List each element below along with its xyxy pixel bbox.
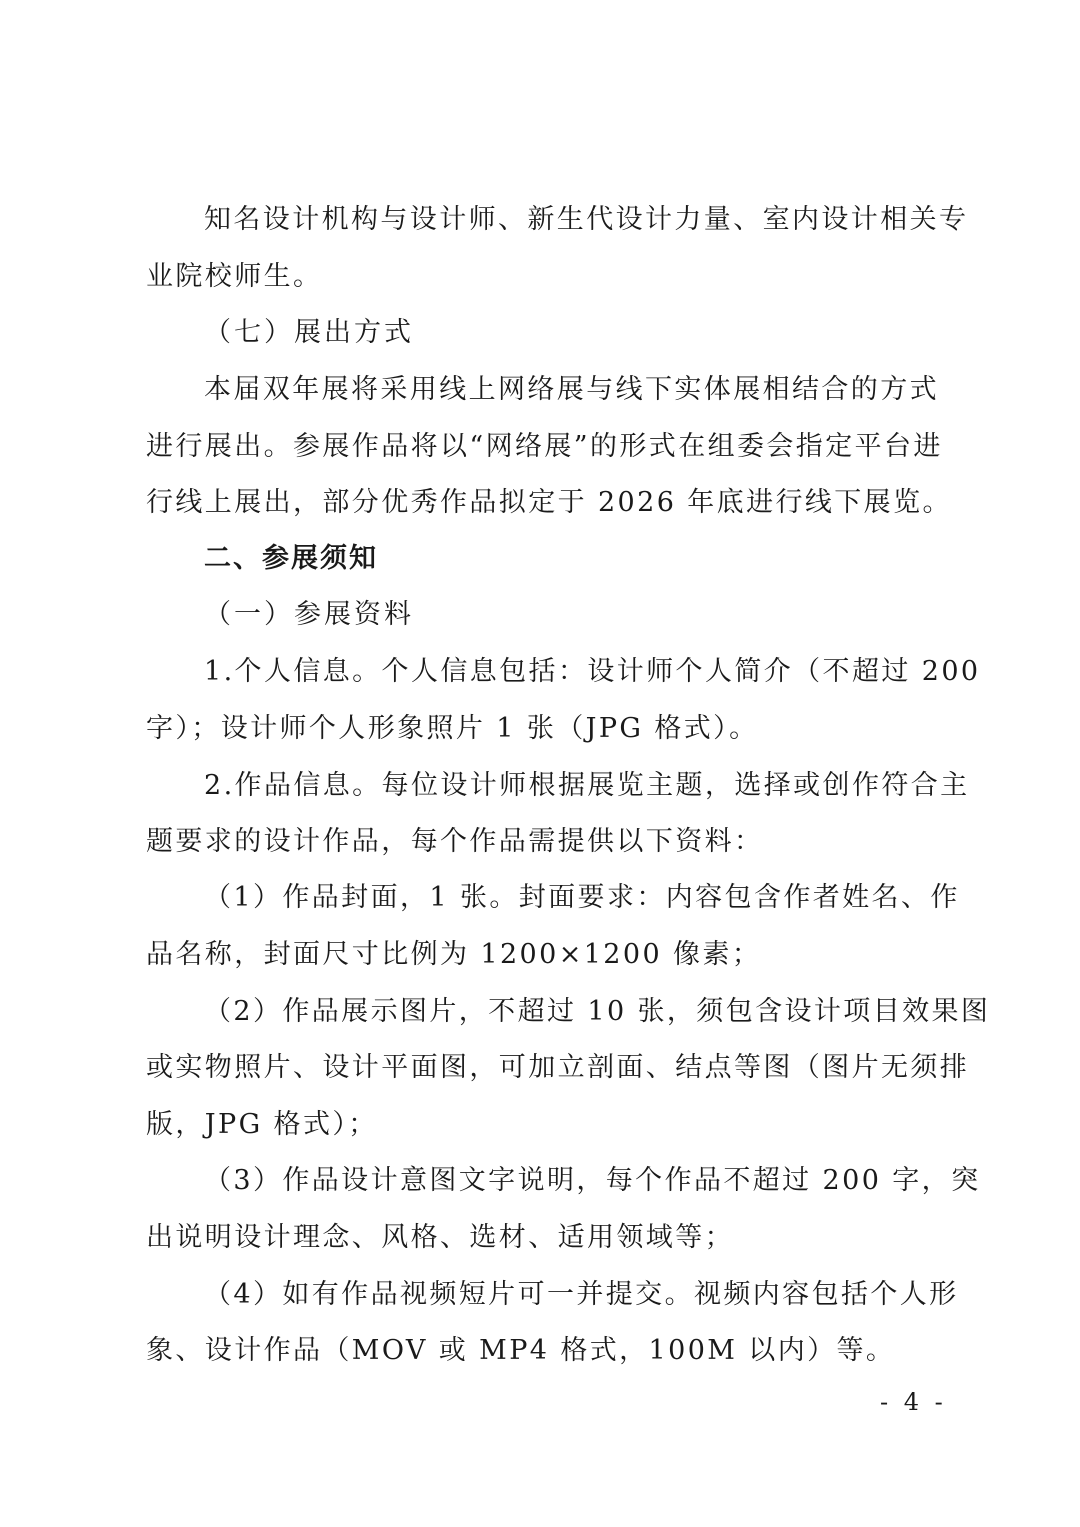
list-item-line: 出说明设计理念、风格、选材、适用领域等； bbox=[146, 1222, 734, 1253]
list-item-line: 品名称，封面尺寸比例为 1200×1200 像素； bbox=[146, 939, 762, 970]
list-item-line: （2）作品展示图片，不超过 10 张，须包含设计项目效果图 bbox=[204, 996, 991, 1027]
list-item-line: 象、设计作品（MOV 或 MP4 格式，100M 以内）等。 bbox=[146, 1335, 896, 1366]
paragraph-line: 知名设计机构与设计师、新生代设计力量、室内设计相关专 bbox=[204, 204, 969, 235]
list-item-line: 版，JPG 格式）； bbox=[146, 1109, 378, 1140]
paragraph-line: 题要求的设计作品，每个作品需提供以下资料： bbox=[146, 826, 764, 857]
list-item-line: （3）作品设计意图文字说明，每个作品不超过 200 字，突 bbox=[204, 1165, 981, 1196]
paragraph-line: 字）；设计师个人形象照片 1 张（JPG 格式）。 bbox=[146, 713, 759, 744]
paragraph-line: 本届双年展将采用线上网络展与线下实体展相结合的方式 bbox=[204, 374, 939, 405]
list-item-line: （1）作品封面，1 张。封面要求：内容包含作者姓名、作 bbox=[204, 882, 960, 913]
list-item-line: （4）如有作品视频短片可一并提交。视频内容包括个人形 bbox=[204, 1279, 959, 1310]
paragraph-line: 行线上展出，部分优秀作品拟定于 2026 年底进行线下展览。 bbox=[146, 487, 952, 518]
paragraph-line: 1.个人信息。个人信息包括：设计师个人简介（不超过 200 bbox=[204, 656, 981, 687]
list-item-line: 或实物照片、设计平面图，可加立剖面、结点等图（图片无须排 bbox=[146, 1052, 970, 1083]
section-heading: 二、参展须知 bbox=[204, 543, 378, 574]
subsection-heading: （一）参展资料 bbox=[204, 599, 414, 630]
paragraph-line: 2.作品信息。每位设计师根据展览主题，选择或创作符合主 bbox=[204, 770, 970, 801]
subsection-heading: （七）展出方式 bbox=[204, 317, 414, 348]
paragraph-line: 业院校师生。 bbox=[146, 261, 323, 292]
page-number: - 4 - bbox=[880, 1388, 947, 1416]
paragraph-line: 进行展出。参展作品将以“网络展”的形式在组委会指定平台进 bbox=[146, 431, 943, 462]
